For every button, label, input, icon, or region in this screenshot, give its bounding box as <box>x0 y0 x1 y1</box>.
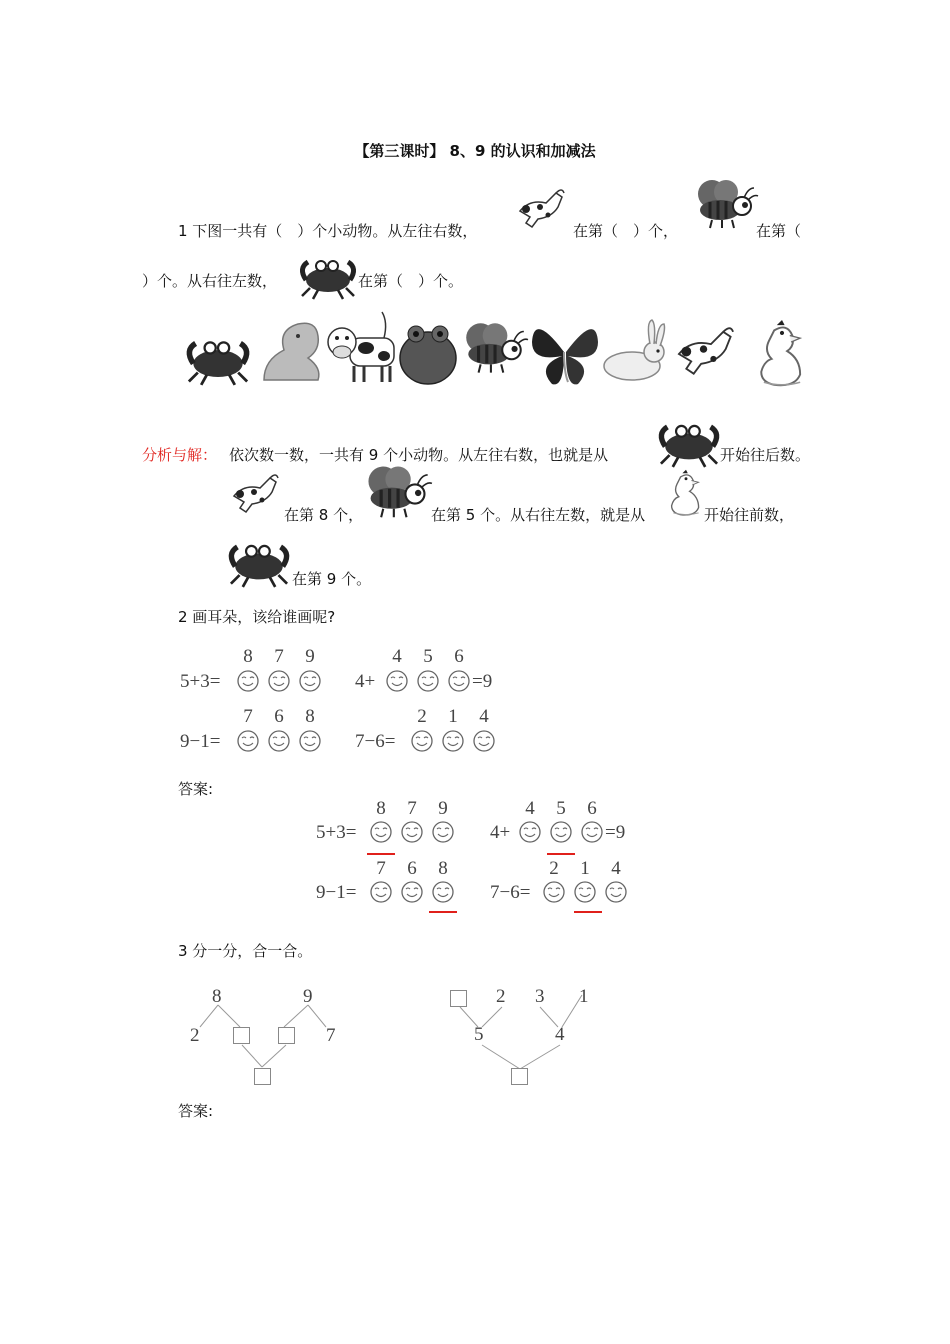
smiley-icon <box>401 881 423 903</box>
analysis-text-3: 在第 8 个， <box>284 506 364 524</box>
eq3-num-3: 8 <box>305 706 315 727</box>
answer-box[interactable] <box>254 1068 271 1085</box>
page-title: 【第三课时】 8、9 的认识和加减法 <box>354 142 596 160</box>
q1-text-4: ）个。从右往左数， <box>142 272 278 290</box>
smiley-icon <box>370 881 392 903</box>
cat-icon <box>668 322 744 386</box>
answer-box[interactable] <box>450 990 467 1007</box>
eq1-num-3: 9 <box>305 646 315 667</box>
smiley-icon <box>432 881 454 903</box>
q2-answer-label: 答案: <box>178 780 214 798</box>
q3-answer-label: 答案: <box>178 1102 214 1120</box>
ans-eq4-num-1: 2 <box>549 858 559 879</box>
crab-icon <box>226 534 292 588</box>
eq4-num-2: 1 <box>448 706 458 727</box>
eq1-left: 5+3= <box>180 671 221 692</box>
smiley-icon <box>605 881 627 903</box>
smiley-icon <box>581 821 603 843</box>
tree2-mid-left: 5 <box>474 1024 484 1045</box>
smiley-icon <box>432 821 454 843</box>
smiley-icon[interactable] <box>299 670 321 692</box>
tree2-top-3: 3 <box>535 986 545 1007</box>
smiley-icon <box>574 881 596 903</box>
ans-eq3-left: 9−1= <box>316 882 357 903</box>
cat-icon <box>226 470 286 522</box>
ans-eq2-num-3: 6 <box>587 798 597 819</box>
smiley-icon[interactable] <box>411 730 433 752</box>
duck-icon <box>668 468 704 520</box>
bee-icon <box>458 318 530 382</box>
ans-eq1-num-3: 9 <box>438 798 448 819</box>
answer-box[interactable] <box>511 1068 528 1085</box>
rabbit-icon <box>598 318 670 384</box>
analysis-text-4: 在第 5 个。从右往左数，就是从 <box>431 506 646 524</box>
smiley-icon[interactable] <box>417 670 439 692</box>
eq2-left: 4+ <box>355 671 376 692</box>
q3-heading: 3 分一分，合一合。 <box>178 942 313 960</box>
duck-icon <box>754 320 810 390</box>
answer-underline <box>574 911 602 913</box>
crab-icon <box>656 414 722 468</box>
analysis-text-1: 依次数一数，一共有 9 个小动物。从左往右数，也就是从 <box>229 446 609 464</box>
q1-text-2: 在第（ ）个， <box>573 222 679 240</box>
smiley-icon[interactable] <box>473 730 495 752</box>
smiley-icon[interactable] <box>448 670 470 692</box>
ans-eq1-num-1: 8 <box>376 798 386 819</box>
answer-underline <box>367 853 395 855</box>
tree2-top-2: 2 <box>496 986 506 1007</box>
tree1-left: 2 <box>190 1025 200 1046</box>
smiley-icon[interactable] <box>442 730 464 752</box>
tree1-top-left: 8 <box>212 986 222 1007</box>
cat-icon <box>512 185 572 237</box>
ans-eq3-num-1: 7 <box>376 858 386 879</box>
eq4-left: 7−6= <box>355 731 396 752</box>
cow-icon <box>322 308 402 388</box>
eq3-left: 9−1= <box>180 731 221 752</box>
eq1-num-1: 8 <box>243 646 253 667</box>
q2-heading: 2 画耳朵，该给谁画呢? <box>178 608 336 626</box>
eq3-num-2: 6 <box>274 706 284 727</box>
q1-text-5: 在第（ ）个。 <box>358 272 464 290</box>
bee-icon <box>360 464 434 524</box>
ans-eq4-num-3: 4 <box>611 858 621 879</box>
tree1-right: 7 <box>326 1025 336 1046</box>
smiley-icon[interactable] <box>268 730 290 752</box>
ans-eq1-left: 5+3= <box>316 822 357 843</box>
eq2-num-1: 4 <box>392 646 402 667</box>
answer-box[interactable] <box>278 1027 295 1044</box>
frog-icon <box>396 320 460 386</box>
eq3-num-1: 7 <box>243 706 253 727</box>
butterfly-icon <box>528 312 600 386</box>
ans-eq4-left: 7−6= <box>490 882 531 903</box>
crab-icon <box>298 250 358 300</box>
eq2-right: =9 <box>472 671 493 692</box>
q1-text-3: 在第（ <box>756 222 802 240</box>
tree2-top-4: 1 <box>579 986 589 1007</box>
smiley-icon[interactable] <box>237 730 259 752</box>
tree2-mid-right: 4 <box>555 1024 565 1045</box>
ans-eq2-num-1: 4 <box>525 798 535 819</box>
ans-eq3-num-3: 8 <box>438 858 448 879</box>
eq1-num-2: 7 <box>274 646 284 667</box>
eq2-num-3: 6 <box>454 646 464 667</box>
ans-eq4-num-2: 1 <box>580 858 590 879</box>
smiley-icon <box>519 821 541 843</box>
crab-icon <box>182 330 254 386</box>
ans-eq2-left: 4+ <box>490 822 511 843</box>
ans-eq1-num-2: 7 <box>407 798 417 819</box>
smiley-icon <box>543 881 565 903</box>
ans-eq3-num-2: 6 <box>407 858 417 879</box>
smiley-icon[interactable] <box>268 670 290 692</box>
answer-underline <box>547 853 575 855</box>
seal-icon <box>254 318 326 384</box>
smiley-icon[interactable] <box>386 670 408 692</box>
analysis-label: 分析与解： <box>142 446 218 464</box>
eq2-num-2: 5 <box>423 646 433 667</box>
ans-eq2-right: =9 <box>605 822 626 843</box>
smiley-icon[interactable] <box>237 670 259 692</box>
smiley-icon <box>401 821 423 843</box>
eq4-num-3: 4 <box>479 706 489 727</box>
analysis-text-6: 在第 9 个。 <box>292 570 372 588</box>
ans-eq2-num-2: 5 <box>556 798 566 819</box>
eq4-num-1: 2 <box>417 706 427 727</box>
answer-underline <box>429 911 457 913</box>
analysis-text-5: 开始往前数， <box>704 506 795 524</box>
bee-icon <box>690 178 760 234</box>
analysis-text-2: 开始往后数。 <box>720 446 811 464</box>
smiley-icon <box>370 821 392 843</box>
tree1-top-right: 9 <box>303 986 313 1007</box>
q1-text-1: 1 下图一共有（ ）个小动物。从左往右数， <box>178 222 478 240</box>
answer-box[interactable] <box>233 1027 250 1044</box>
smiley-icon <box>550 821 572 843</box>
smiley-icon[interactable] <box>299 730 321 752</box>
